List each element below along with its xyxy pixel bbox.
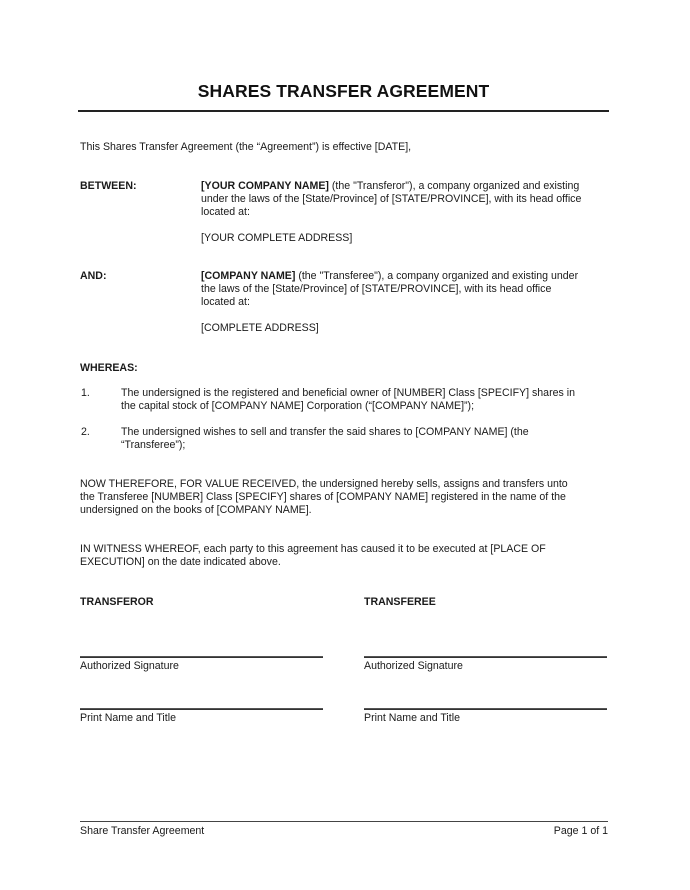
footer-page-number: Page 1 of 1 xyxy=(553,825,608,837)
party-transferor-line1 xyxy=(201,180,613,193)
paragraph-line: IN WITNESS WHEREOF, each party to this agreement has caused it to be executed at [PLACE OF xyxy=(80,543,546,555)
whereas-item xyxy=(121,387,611,413)
document-title: SHARES TRANSFER AGREEMENT xyxy=(197,81,490,101)
whereas-item xyxy=(121,426,611,452)
party-label-and: AND: xyxy=(80,270,107,282)
party-transferor-line1-text: (the "Transferor"), a company organized and existing xyxy=(328,180,580,192)
title-divider xyxy=(78,110,609,112)
paragraph-line: EXECUTION] on the date indicated above. xyxy=(80,556,281,568)
party-transferee-address: [COMPLETE ADDRESS] xyxy=(201,322,319,334)
transferee-heading: TRANSFEREE xyxy=(364,596,436,608)
whereas-item-line: “Transferee”); xyxy=(121,439,186,451)
transferor-name-line[interactable] xyxy=(80,708,323,710)
party-transferee-details xyxy=(201,270,613,309)
party-transferee-line3: located at: xyxy=(201,296,250,308)
party-transferee-line1-text: (the "Transferee"), a company organized and existing under xyxy=(295,270,579,282)
transferor-heading: TRANSFEROR xyxy=(80,596,154,608)
transferor-name-caption: Print Name and Title xyxy=(80,712,176,724)
paragraph-line: the Transferee [NUMBER] Class [SPECIFY] shares of [COMPANY NAME] registered in the name of the xyxy=(80,491,566,503)
party-transferor-details xyxy=(201,180,613,219)
party-transferee-line1 xyxy=(201,270,613,283)
whereas-item-line: The undersigned wishes to sell and transfer the said shares to [COMPANY NAME] (the xyxy=(121,426,529,438)
transferee-signature-line[interactable] xyxy=(364,656,607,658)
transferee-signature-caption: Authorized Signature xyxy=(364,660,463,672)
footer-divider xyxy=(80,821,608,822)
party-transferor-line2: under the laws of the [State/Province] of [STATE/PROVINCE], with its head office xyxy=(201,193,582,205)
transferor-signature-caption: Authorized Signature xyxy=(80,660,179,672)
party-transferee-name: [COMPANY NAME] xyxy=(201,270,296,282)
paragraph-line: undersigned on the books of [COMPANY NAME]. xyxy=(80,504,312,516)
party-transferor-address: [YOUR COMPLETE ADDRESS] xyxy=(201,232,353,244)
whereas-item-number: 1. xyxy=(81,387,90,399)
party-transferee-line2: the laws of the [State/Province] of [STATE/PROVINCE], with its head office xyxy=(201,283,552,295)
transferee-name-caption: Print Name and Title xyxy=(364,712,460,724)
footer-document-name: Share Transfer Agreement xyxy=(80,825,205,837)
whereas-item-number: 2. xyxy=(81,426,90,438)
paragraph-line: NOW THEREFORE, FOR VALUE RECEIVED, the undersigned hereby sells, assigns and transfers unto xyxy=(80,478,568,490)
party-transferor-line3: located at: xyxy=(201,206,250,218)
party-label-between: BETWEEN: xyxy=(80,180,137,192)
party-transferor-name: [YOUR COMPANY NAME] xyxy=(201,180,329,192)
transferee-name-line[interactable] xyxy=(364,708,607,710)
whereas-heading: WHEREAS: xyxy=(80,362,138,374)
now-therefore-paragraph xyxy=(80,478,615,517)
in-witness-paragraph xyxy=(80,543,615,569)
whereas-item-line: The undersigned is the registered and beneficial owner of [NUMBER] Class [SPECIFY] shares in xyxy=(121,387,575,399)
whereas-item-line: the capital stock of [COMPANY NAME] Corporation (“[COMPANY NAME]”); xyxy=(121,400,475,412)
transferor-signature-line[interactable] xyxy=(80,656,323,658)
intro-paragraph: This Shares Transfer Agreement (the “Agreement”) is effective [DATE], xyxy=(80,141,412,153)
